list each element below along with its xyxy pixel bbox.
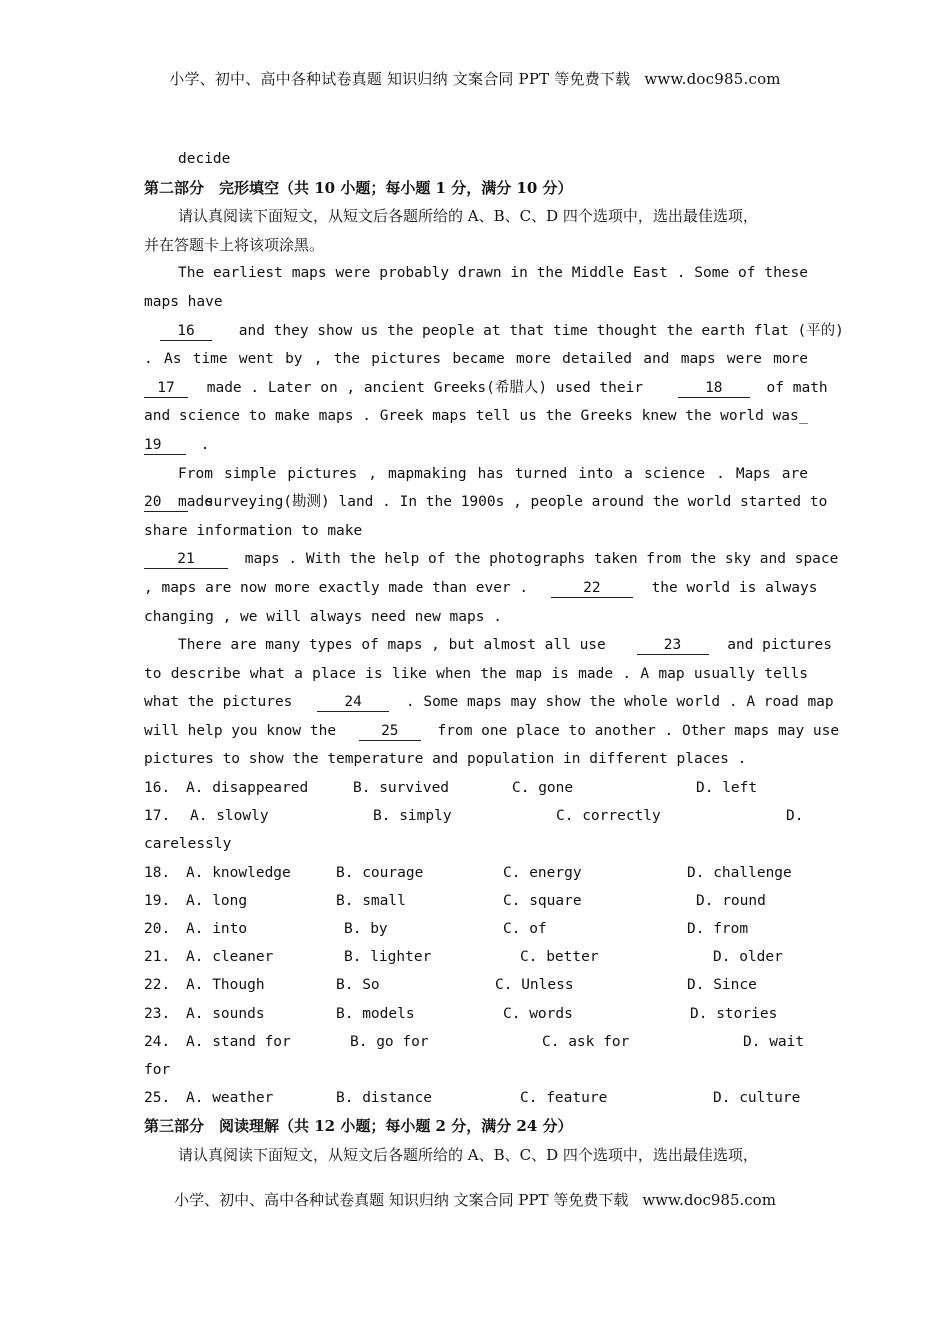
option-c: C. feature: [520, 1090, 608, 1107]
passage-text: surveying(勘测) land . In the 1900s , people around the world started to: [204, 494, 828, 511]
passage-text: of math: [766, 379, 828, 396]
option-b: B. lighter: [344, 949, 432, 966]
option-row-16: [144, 774, 808, 802]
passage-line: [144, 631, 832, 660]
option-row-17-wrap: [144, 830, 808, 858]
option-c: C. square: [503, 892, 582, 909]
option-row-18: [144, 859, 808, 887]
passage-text: what the pictures: [144, 694, 293, 711]
passage-text: and pictures: [727, 637, 832, 654]
option-row-25: [144, 1084, 808, 1112]
option-c: C. better: [520, 949, 599, 966]
passage-line: [144, 545, 839, 574]
option-d: D. round: [696, 892, 766, 909]
page-footer: [0, 1189, 950, 1210]
passage-line: pictures to show the temperature and population in different places .: [144, 751, 747, 768]
blank-23: 23: [637, 636, 709, 655]
option-row-23: [144, 1000, 808, 1028]
passage-text: _: [799, 408, 808, 425]
passage-line: The earliest maps were probably drawn in the Middle East . Some of these: [178, 265, 808, 282]
part2-instruction-2: 并在答题卡上将该项涂黑。: [144, 235, 325, 254]
option-c: C. of: [503, 921, 547, 937]
top-word: decide: [178, 151, 231, 167]
passage-text: will help you know the: [144, 722, 337, 739]
question-number: 20.: [144, 921, 171, 937]
option-a: A. Though: [186, 977, 265, 994]
passage-line: changing , we will always need new maps .: [144, 608, 502, 625]
question-number: 18.: [144, 864, 171, 881]
option-d: D. stories: [690, 1005, 778, 1022]
question-number: 23.: [144, 1005, 171, 1022]
passage-text: .: [200, 436, 210, 453]
part3-title: 第三部分 阅读理解（共 12 小题；每小题 2 分，满分 24 分）: [144, 1117, 573, 1136]
option-a: A. stand for: [186, 1033, 291, 1050]
option-a: A. long: [186, 892, 248, 909]
passage-text: There are many types of maps , but almost all use: [178, 637, 606, 654]
option-a: A. into: [186, 921, 248, 937]
option-d: D. from: [687, 921, 749, 937]
passage-text: and they show us the people at that time thought the earth flat (平的): [238, 322, 844, 339]
passage-line: maps have: [144, 293, 223, 310]
question-number: 17.: [144, 808, 171, 825]
header-text: 小学、初中、高中各种试卷真题 知识归纳 文案合同 PPT 等免费下载: [169, 70, 631, 88]
option-row-20: [144, 915, 808, 943]
question-number: 25.: [144, 1090, 171, 1107]
passage-text: made . Later on , ancient Greeks(希腊人) used their: [206, 379, 644, 396]
blank-20: 20: [144, 493, 188, 512]
passage-line: [144, 402, 808, 431]
option-a: A. weather: [186, 1090, 274, 1107]
footer-site-link[interactable]: www.doc985.com: [642, 1191, 776, 1209]
passage-text: . Some maps may show the whole world . A road map: [405, 694, 834, 711]
option-row-17: [144, 802, 808, 830]
option-row-24: [144, 1028, 808, 1056]
page-header: [0, 68, 950, 89]
passage-text: , maps are now more exactly made than ever .: [144, 579, 529, 596]
passage-line: [144, 688, 834, 717]
document-body: [144, 145, 844, 1170]
option-d: D. older: [713, 949, 783, 966]
question-number: 19.: [144, 892, 171, 909]
option-c: C. words: [503, 1005, 573, 1022]
header-site-link[interactable]: www.doc985.com: [644, 70, 781, 88]
option-b: B. So: [336, 977, 380, 994]
option-d: D. left: [696, 780, 758, 797]
blank-24: 24: [317, 693, 389, 712]
option-d: D. wait: [743, 1033, 805, 1050]
option-b: B. simply: [373, 808, 452, 825]
option-a: A. disappeared: [186, 780, 309, 797]
option-d-continued: for: [144, 1061, 171, 1078]
option-row-21: [144, 943, 808, 971]
option-row-19: [144, 887, 808, 915]
option-d: D. challenge: [687, 864, 792, 881]
passage-text: from one place to another . Other maps may use: [437, 722, 840, 739]
option-b: B. distance: [336, 1090, 433, 1107]
passage-line: [144, 717, 840, 746]
passage-line: [144, 431, 808, 460]
option-c: C. correctly: [556, 808, 661, 825]
option-a: A. slowly: [190, 808, 269, 825]
passage-text: and science to make maps . Greek maps tell us the Greeks knew the world was: [144, 408, 799, 425]
question-number: 21.: [144, 949, 171, 966]
option-b: B. models: [336, 1005, 415, 1022]
option-row-22: [144, 971, 808, 999]
passage-line: share information to make: [144, 522, 363, 539]
option-b: B. courage: [336, 864, 424, 881]
option-a: A. knowledge: [186, 864, 291, 881]
passage-line: to describe what a place is like when the map is made . A map usually tells: [144, 665, 808, 682]
passage-line: From simple pictures , mapmaking has turned into a science . Maps are made: [178, 465, 808, 511]
question-number: 22.: [144, 977, 171, 994]
blank-18: 18: [678, 379, 750, 398]
footer-text: 小学、初中、高中各种试卷真题 知识归纳 文案合同 PPT 等免费下载: [174, 1191, 629, 1209]
part3-instruction-1: 请认真阅读下面短文，从短文后各题所给的 A、B、C、D 四个选项中，选出最佳选项，: [178, 1145, 758, 1164]
passage-line: [144, 317, 844, 346]
passage-text: maps . With the help of the photographs taken from the sky and space: [244, 551, 839, 568]
passage-line: [144, 488, 828, 517]
option-b: B. survived: [353, 780, 450, 797]
option-a: A. sounds: [186, 1005, 265, 1022]
option-d-continued: carelessly: [144, 836, 232, 853]
blank-22: 22: [551, 579, 633, 598]
blank-19: 19: [144, 436, 186, 455]
option-c: C. energy: [503, 864, 582, 881]
question-number: 16.: [144, 780, 171, 797]
option-b: B. small: [336, 892, 406, 909]
blank-21: 21: [144, 550, 228, 569]
option-d: D.: [786, 808, 804, 825]
passage-line: [144, 574, 818, 603]
blank-25: 25: [359, 722, 421, 741]
option-b: B. go for: [350, 1033, 429, 1050]
option-c: C. ask for: [542, 1033, 630, 1050]
question-number: 24.: [144, 1033, 171, 1050]
part2-title: 第二部分 完形填空（共 10 小题；每小题 1 分，满分 10 分）: [144, 178, 573, 197]
passage-line: [144, 374, 828, 403]
option-a: A. cleaner: [186, 949, 274, 966]
passage-text: the world is always: [651, 579, 818, 596]
option-row-24-wrap: [144, 1056, 808, 1084]
option-c: C. gone: [512, 780, 574, 797]
option-d: D. culture: [713, 1090, 801, 1107]
part2-instruction-1: 请认真阅读下面短文，从短文后各题所给的 A、B、C、D 四个选项中，选出最佳选项，: [178, 207, 758, 226]
blank-16: 16: [160, 322, 212, 341]
option-b: B. by: [344, 921, 388, 937]
option-c: C. Unless: [495, 977, 574, 994]
blank-17: 17: [144, 379, 188, 398]
option-d: D. Since: [687, 977, 757, 994]
passage-line: . As time went by , the pictures became more detailed and maps were more: [144, 351, 808, 368]
